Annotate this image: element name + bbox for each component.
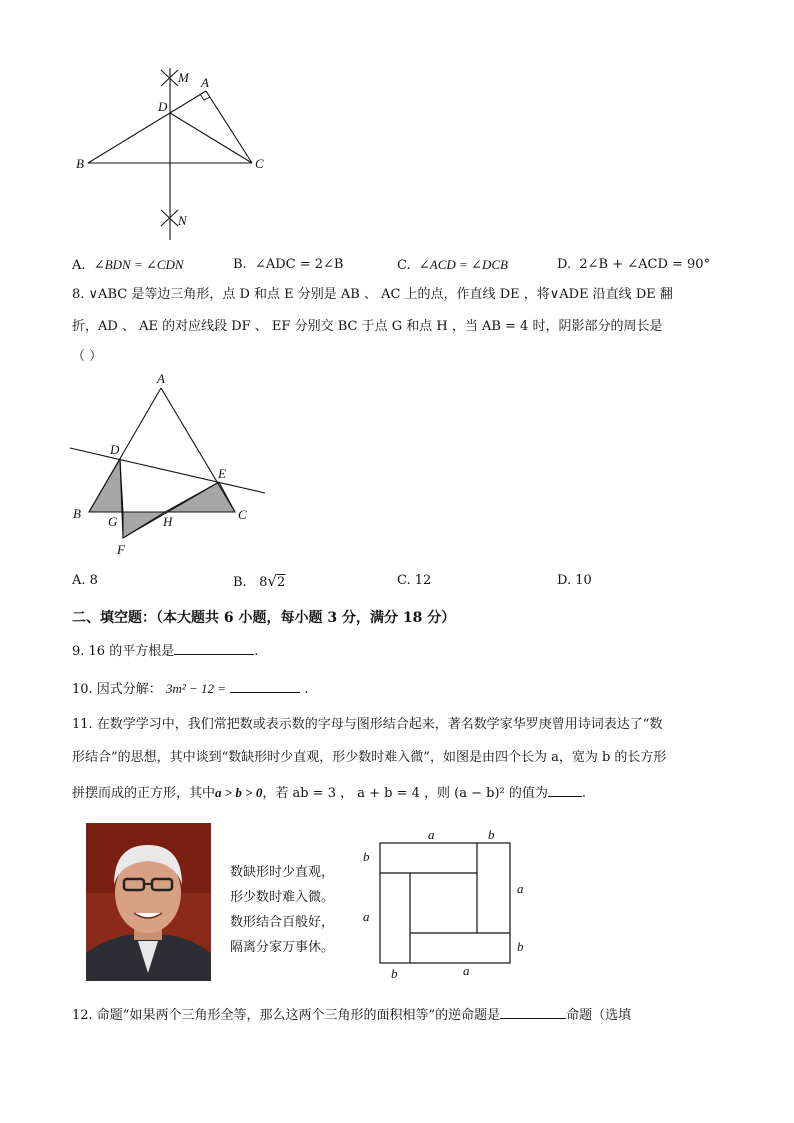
- label-b-top: b: [488, 827, 495, 842]
- q8-option-d: D. 10: [557, 573, 592, 588]
- q7-option-a: A. ∠BDN = ∠CDN: [72, 257, 184, 273]
- q7-option-b: B. ∠ADC = 2∠B: [233, 257, 344, 272]
- q7-option-c: C. ∠ACD = ∠DCB: [397, 257, 508, 273]
- label-f: F: [117, 542, 125, 557]
- q8-line2: 折，AD 、 AE 的对应线段 DF 、 EF 分别交 BC 于点 G 和点 H ，当 AB = 4 时，阴影部分的周长是: [72, 319, 663, 334]
- label-d: D: [158, 99, 168, 114]
- label-h: H: [163, 514, 173, 529]
- poem-line: 形少数时难入微。: [230, 890, 335, 905]
- segment-dc: [170, 113, 252, 163]
- q8-option-c: C. 12: [397, 573, 432, 588]
- label-b-bottom: b: [391, 966, 398, 981]
- q7-option-d: D. 2∠B + ∠ACD = 90°: [557, 257, 711, 272]
- poem-line: 数形结合百般好，: [230, 915, 335, 930]
- poem-line: 隔离分家万事休。: [230, 940, 335, 955]
- label-e: E: [218, 466, 226, 481]
- label-b-right: b: [517, 939, 524, 954]
- label-m: M: [178, 70, 189, 85]
- segment-ba: [88, 91, 206, 163]
- q8-option-b: B. 8√2: [233, 572, 286, 590]
- label-a: A: [157, 371, 165, 386]
- segment-ab: [89, 388, 161, 512]
- label-c: C: [238, 507, 247, 522]
- q8-option-a: A. 8: [72, 573, 98, 588]
- label-a-right: a: [517, 881, 524, 896]
- q12: 12. 命题“如果两个三角形全等，那么这两个三角形的面积相等”的逆命题是 命题（选填: [72, 1004, 631, 1025]
- answer-blank[interactable]: [230, 678, 300, 693]
- q11-line2: 形结合”的思想，其中谈到“数缺形时少直观，形少数时难入微”，如图是由四个长为 a，宽为 b 的长方形: [72, 750, 667, 765]
- poem-line: 数缺形时少直观，: [230, 865, 335, 880]
- label-c: C: [255, 156, 264, 171]
- q11-line1: 11. 在数学学习中，我们常把数或表示数的字母与图形结合起来，著名数学家华罗庚曾用诗词表达了“数: [72, 717, 663, 732]
- label-n: N: [178, 213, 187, 228]
- answer-blank[interactable]: [174, 640, 254, 655]
- portrait-photo: [86, 823, 211, 981]
- label-b-left: b: [363, 849, 370, 864]
- label-b: B: [73, 506, 81, 521]
- q8-figure: [65, 368, 275, 563]
- label-a: A: [201, 75, 209, 90]
- label-a-bottom: a: [463, 963, 470, 978]
- rectangle-square-figure: [355, 823, 540, 983]
- section-title: 二、填空题：（本大题共 6 小题，每小题 3 分，满分 18 分）: [72, 610, 456, 626]
- segment-ac: [206, 91, 252, 163]
- q10: 10. 因式分解： 3m² − 12 = .: [72, 678, 308, 699]
- q9: 9. 16 的平方根是 .: [72, 640, 258, 661]
- q8-line1: 8. ∨ABC 是等边三角形，点 D 和点 E 分别是 AB 、 AC 上的点，作直线 DE ，将∨ADE 沿直线 DE 翻: [72, 287, 673, 302]
- q7-figure: [60, 58, 290, 248]
- q11-line3: 拼摆而成的正方形，其中a > b > 0，若 ab = 3 ， a + b = 4 ，则 (a − b)² 的值为 .: [72, 782, 586, 803]
- label-g: G: [108, 514, 118, 529]
- answer-blank[interactable]: [548, 782, 582, 797]
- label-b: B: [76, 156, 84, 171]
- label-d: D: [110, 442, 120, 457]
- line-de: [70, 448, 265, 493]
- poem: [230, 860, 334, 960]
- answer-blank[interactable]: [500, 1004, 566, 1019]
- q8-line3: （ ）: [72, 349, 103, 364]
- label-a-left: a: [363, 909, 370, 924]
- label-a-top: a: [428, 827, 435, 842]
